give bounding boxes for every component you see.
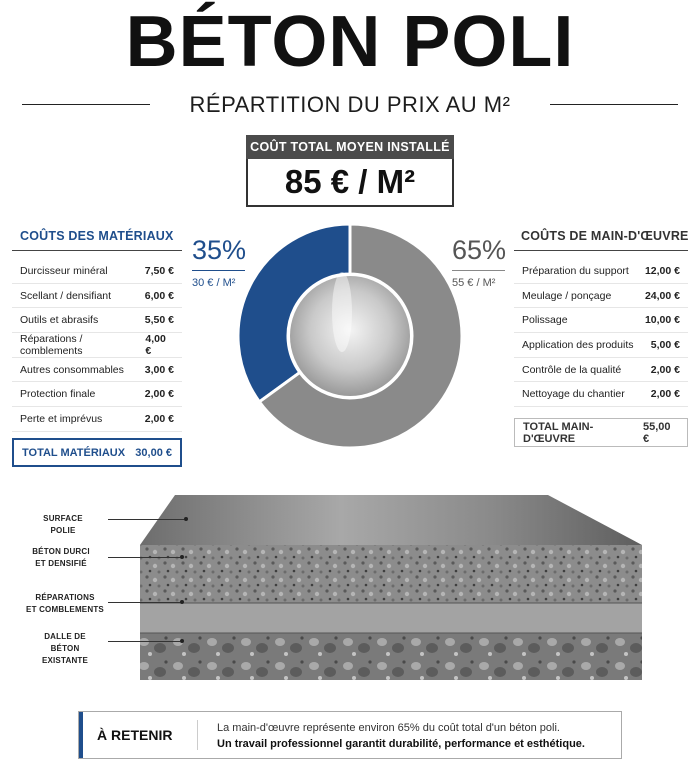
row-value: 10,00 € — [644, 314, 680, 327]
slab-repair-layer — [140, 603, 642, 633]
materials-row — [12, 382, 182, 407]
layer-label-surface: SURFACE POLIE — [43, 514, 83, 535]
row-label: Contrôle de la qualité — [522, 363, 622, 376]
layer-label-hardened: BÉTON DURCI ET DENSIFIÉ — [32, 547, 90, 568]
labor-row — [514, 284, 688, 309]
row-label: Scellant / densifiant — [20, 289, 112, 302]
materials-total-value: 30,00 € — [135, 446, 172, 459]
key-takeaway-accent — [79, 712, 83, 758]
materials-row — [12, 284, 182, 309]
divider-left — [22, 104, 150, 105]
labor-per-m2: 55 € / M² — [452, 277, 496, 289]
page-title: BÉTON POLI — [125, 2, 575, 82]
row-value: 2,00 € — [650, 363, 680, 376]
row-value: 12,00 € — [644, 264, 680, 277]
row-label: Nettoyage du chantier — [522, 388, 625, 401]
row-label: Outils et abrasifs — [20, 314, 99, 327]
page-subtitle: RÉPARTITION DU PRIX AU M² — [189, 92, 511, 117]
row-value: 5,50 € — [144, 314, 174, 327]
donut-center-highlight — [332, 272, 352, 352]
labor-row — [514, 382, 688, 407]
row-label: Perte et imprévus — [20, 412, 103, 425]
row-value: 2,00 € — [144, 388, 174, 401]
key-takeaway-line1: La main-d'œuvre représente environ 65% du coût total d'un béton poli. — [217, 722, 560, 734]
row-label: Durcisseur minéral — [20, 264, 108, 277]
materials-row — [12, 358, 182, 383]
materials-row — [12, 333, 182, 358]
leader-dot-surface — [184, 517, 188, 521]
leader-repairs — [108, 602, 180, 603]
materials-percent: 35% — [192, 235, 247, 265]
labor-list — [514, 259, 688, 407]
row-label: Polissage — [522, 314, 568, 327]
row-value: 24,00 € — [644, 289, 680, 302]
divider-right — [550, 104, 678, 105]
labor-rule — [514, 250, 688, 251]
row-label: Préparation du support — [522, 264, 629, 277]
labor-percent: 65% — [452, 235, 507, 265]
row-value: 3,00 € — [144, 363, 174, 376]
concrete-slab-illustration — [0, 490, 700, 700]
leader-dot-existing — [180, 639, 184, 643]
labor-row — [514, 358, 688, 383]
labor-row — [514, 259, 688, 284]
total-cost-value: 85 € / M² — [246, 159, 454, 207]
labor-total-label: TOTAL MAIN-D'ŒUVRE — [523, 420, 594, 445]
layer-label-existing: DALLE DE BÉTON EXISTANTE — [41, 632, 89, 665]
slab-top-surface — [140, 495, 642, 545]
materials-title: COÛTS DES MATÉRIAUX — [20, 229, 174, 243]
key-takeaway-label: À RETENIR — [97, 727, 173, 743]
slab-hardened-layer — [140, 545, 642, 603]
materials-row — [12, 259, 182, 284]
row-label: Autres consommables — [20, 363, 124, 376]
row-label: Meulage / ponçage — [522, 289, 612, 302]
slab-existing-layer — [140, 633, 642, 680]
materials-total — [12, 438, 182, 467]
materials-per-m2: 30 € / M² — [192, 277, 236, 289]
row-label: Protection finale — [20, 388, 96, 401]
leader-existing — [108, 641, 180, 642]
key-takeaway-separator — [197, 720, 198, 750]
materials-row — [12, 407, 182, 432]
row-value: 2,00 € — [144, 412, 174, 425]
row-value: 5,00 € — [650, 338, 680, 351]
labor-row — [514, 308, 688, 333]
row-value: 6,00 € — [144, 289, 174, 302]
row-value: 4,00 € — [145, 332, 166, 357]
labor-total-value: 55,00 € — [643, 420, 671, 445]
row-value: 7,50 € — [144, 264, 174, 277]
total-cost-label: COÛT TOTAL MOYEN INSTALLÉ — [246, 135, 454, 159]
labor-row — [514, 333, 688, 358]
key-takeaway-box — [78, 711, 622, 759]
key-takeaway-line2: Un travail professionnel garantit durabilité, performance et esthétique. — [217, 738, 585, 750]
leader-dot-repairs — [180, 600, 184, 604]
materials-list — [12, 259, 182, 432]
leader-surface — [108, 519, 184, 520]
row-label: Réparations / comblements — [20, 332, 83, 357]
labor-title: COÛTS DE MAIN-D'ŒUVRE — [521, 229, 689, 243]
materials-row — [12, 308, 182, 333]
materials-rule — [12, 250, 182, 251]
leader-hardened — [108, 557, 180, 558]
donut-chart — [230, 216, 470, 456]
subtitle-block — [22, 92, 678, 118]
row-label: Application des produits — [522, 338, 634, 351]
materials-total-label: TOTAL MATÉRIAUX — [22, 446, 126, 459]
row-value: 2,00 € — [650, 388, 680, 401]
leader-dot-hardened — [180, 555, 184, 559]
labor-total — [514, 418, 688, 447]
layer-label-repairs: RÉPARATIONS ET COMBLEMENTS — [26, 593, 104, 614]
